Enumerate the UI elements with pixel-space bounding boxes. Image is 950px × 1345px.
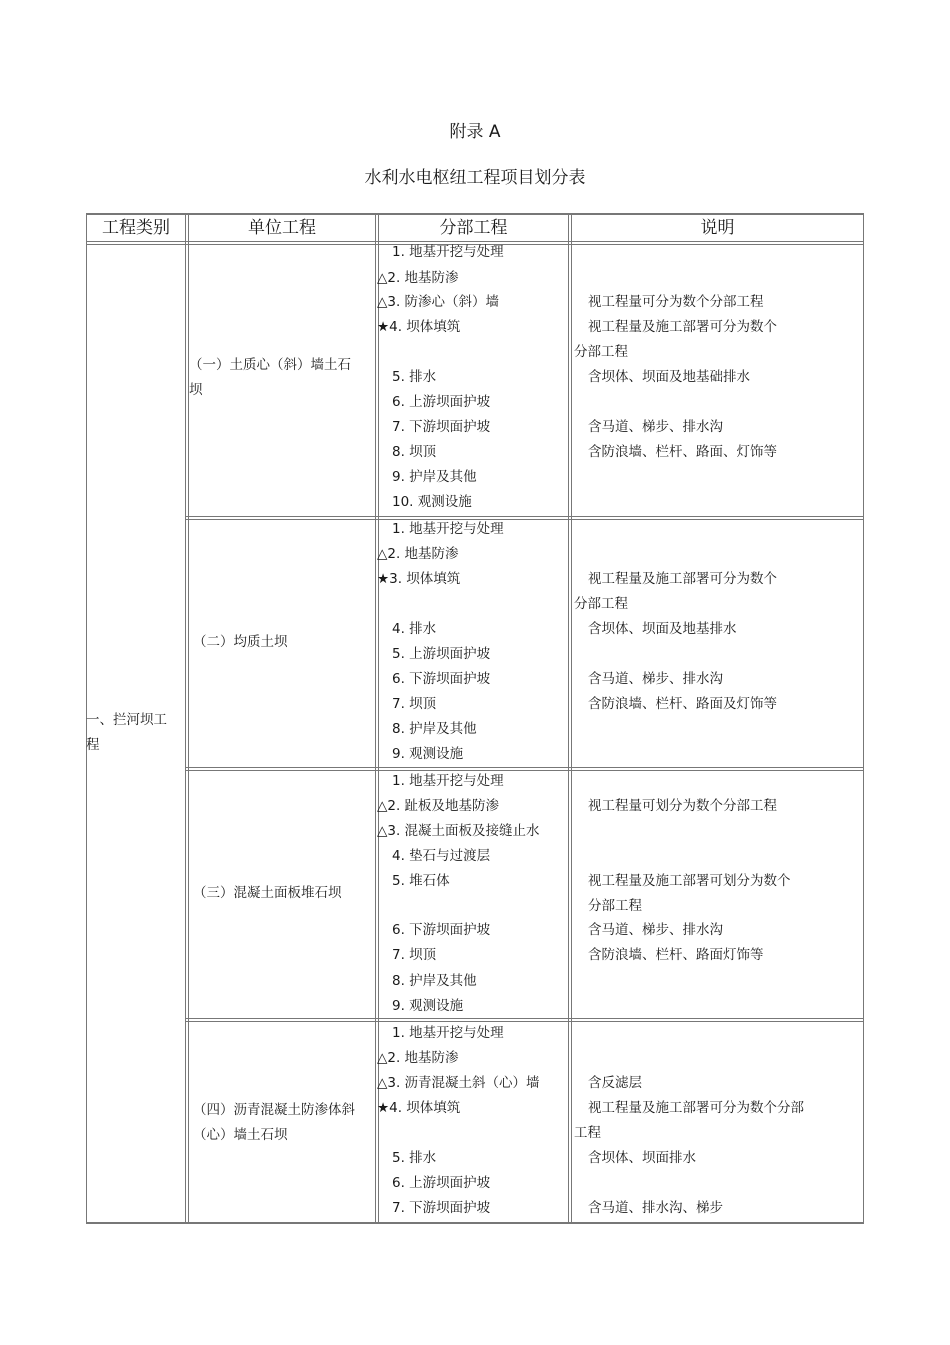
list-item: ★4. 坝体填筑 — [377, 319, 461, 335]
list-item: 5. 排水 — [392, 1150, 437, 1166]
note: 含坝体、坝面排水 — [588, 1150, 696, 1166]
list-item: 9. 观测设施 — [392, 998, 464, 1014]
note: 含马道、梯步、排水沟 — [588, 671, 723, 687]
list-item: 7. 坝顶 — [392, 696, 437, 712]
note: 含反滤层 — [588, 1075, 642, 1091]
list-item: ★3. 坝体填筑 — [377, 571, 461, 587]
group-divider-1 — [185, 516, 864, 517]
col-divider-1 — [185, 213, 186, 1224]
list-item: 6. 上游坝面护坡 — [392, 394, 491, 410]
table-title: 水利水电枢纽工程项目划分表 — [364, 168, 586, 188]
list-item: 10. 观测设施 — [392, 494, 472, 510]
list-item: 8. 坝顶 — [392, 444, 437, 460]
appendix-label: 附录 A — [449, 122, 501, 142]
header-category: 工程类别 — [102, 218, 170, 238]
list-item: 5. 排水 — [392, 369, 437, 385]
note: 视工程量及施工部署可分为数个分部 — [588, 1100, 804, 1116]
group-divider-2 — [185, 767, 864, 768]
list-item: 7. 下游坝面护坡 — [392, 419, 491, 435]
list-item: 1. 地基开挖与处理 — [392, 521, 504, 537]
list-item: △3. 防渗心（斜）墙 — [377, 294, 500, 310]
note: 分部工程 — [574, 596, 628, 612]
note: 含马道、排水沟、梯步 — [588, 1200, 723, 1216]
list-item: 4. 排水 — [392, 621, 437, 637]
col-divider-3 — [568, 213, 569, 1224]
group-divider-3 — [185, 1018, 864, 1019]
note: 分部工程 — [588, 898, 642, 914]
list-item: 4. 垫石与过渡层 — [392, 848, 491, 864]
note: 含防浪墙、栏杆、路面及灯饰等 — [588, 696, 777, 712]
header-notes: 说明 — [700, 218, 735, 238]
list-item: 5. 上游坝面护坡 — [392, 646, 491, 662]
list-item: 8. 护岸及其他 — [392, 973, 477, 989]
group-divider-3b — [185, 1021, 864, 1022]
col-divider-2 — [375, 213, 376, 1224]
list-item: △2. 地基防渗 — [377, 270, 459, 286]
note: 视工程量及施工部署可分为数个 — [588, 319, 777, 335]
note: 含防浪墙、栏杆、路面灯饰等 — [588, 947, 764, 963]
list-item: △2. 趾板及地基防渗 — [377, 798, 500, 814]
note: 视工程量及施工部署可划分为数个 — [588, 873, 791, 889]
list-item: 7. 坝顶 — [392, 947, 437, 963]
col-divider-2b — [378, 213, 379, 1224]
note: 视工程量可分为数个分部工程 — [588, 294, 764, 310]
list-item: 9. 观测设施 — [392, 746, 464, 762]
category-line-2: 程 — [86, 737, 100, 753]
list-item: 8. 护岸及其他 — [392, 721, 477, 737]
list-item: 9. 护岸及其他 — [392, 469, 477, 485]
note: 分部工程 — [574, 344, 628, 360]
note: 含坝体、坝面及地基排水 — [588, 621, 737, 637]
unit-3-line-1: （三）混凝土面板堆石坝 — [193, 885, 342, 901]
note: 含马道、梯步、排水沟 — [588, 922, 723, 938]
unit-1-line-1: （一）土质心（斜）墙土石 — [189, 357, 351, 373]
list-item: 6. 下游坝面护坡 — [392, 922, 491, 938]
unit-4-line-1: （四）沥青混凝土防渗体斜 — [193, 1102, 355, 1118]
table-border-bottom — [86, 1222, 864, 1224]
list-item: △2. 地基防渗 — [377, 546, 459, 562]
list-item: ★4. 坝体填筑 — [377, 1100, 461, 1116]
header-subdivision: 分部工程 — [439, 218, 508, 238]
header-unit: 单位工程 — [248, 218, 316, 238]
group-divider-1b — [185, 519, 864, 520]
note: 视工程量及施工部署可分为数个 — [588, 571, 777, 587]
list-item: △3. 混凝土面板及接缝止水 — [377, 823, 540, 839]
unit-2-line-1: （二）均质土坝 — [193, 634, 288, 650]
table-border-right — [863, 213, 864, 1224]
list-item: △3. 沥青混凝土斜（心）墙 — [377, 1075, 540, 1091]
note: 含坝体、坝面及地基础排水 — [588, 369, 750, 385]
list-item: 7. 下游坝面护坡 — [392, 1200, 491, 1216]
list-item: 6. 下游坝面护坡 — [392, 671, 491, 687]
note: 工程 — [574, 1125, 601, 1141]
list-item: 1. 地基开挖与处理 — [392, 773, 504, 789]
category-line-1: 一、拦河坝工 — [86, 712, 167, 728]
unit-4-line-2: （心）墙土石坝 — [193, 1127, 288, 1143]
unit-1-line-2: 坝 — [189, 382, 203, 398]
group-divider-2b — [185, 770, 864, 771]
list-item: 5. 堆石体 — [392, 873, 450, 889]
note: 含防浪墙、栏杆、路面、灯饰等 — [588, 444, 777, 460]
note: 视工程量可划分为数个分部工程 — [588, 798, 777, 814]
list-item: △2. 地基防渗 — [377, 1050, 459, 1066]
list-item: 1. 地基开挖与处理 — [392, 244, 504, 260]
note: 含马道、梯步、排水沟 — [588, 419, 723, 435]
list-item: 6. 上游坝面护坡 — [392, 1175, 491, 1191]
col-divider-3b — [571, 213, 572, 1224]
list-item: 1. 地基开挖与处理 — [392, 1025, 504, 1041]
